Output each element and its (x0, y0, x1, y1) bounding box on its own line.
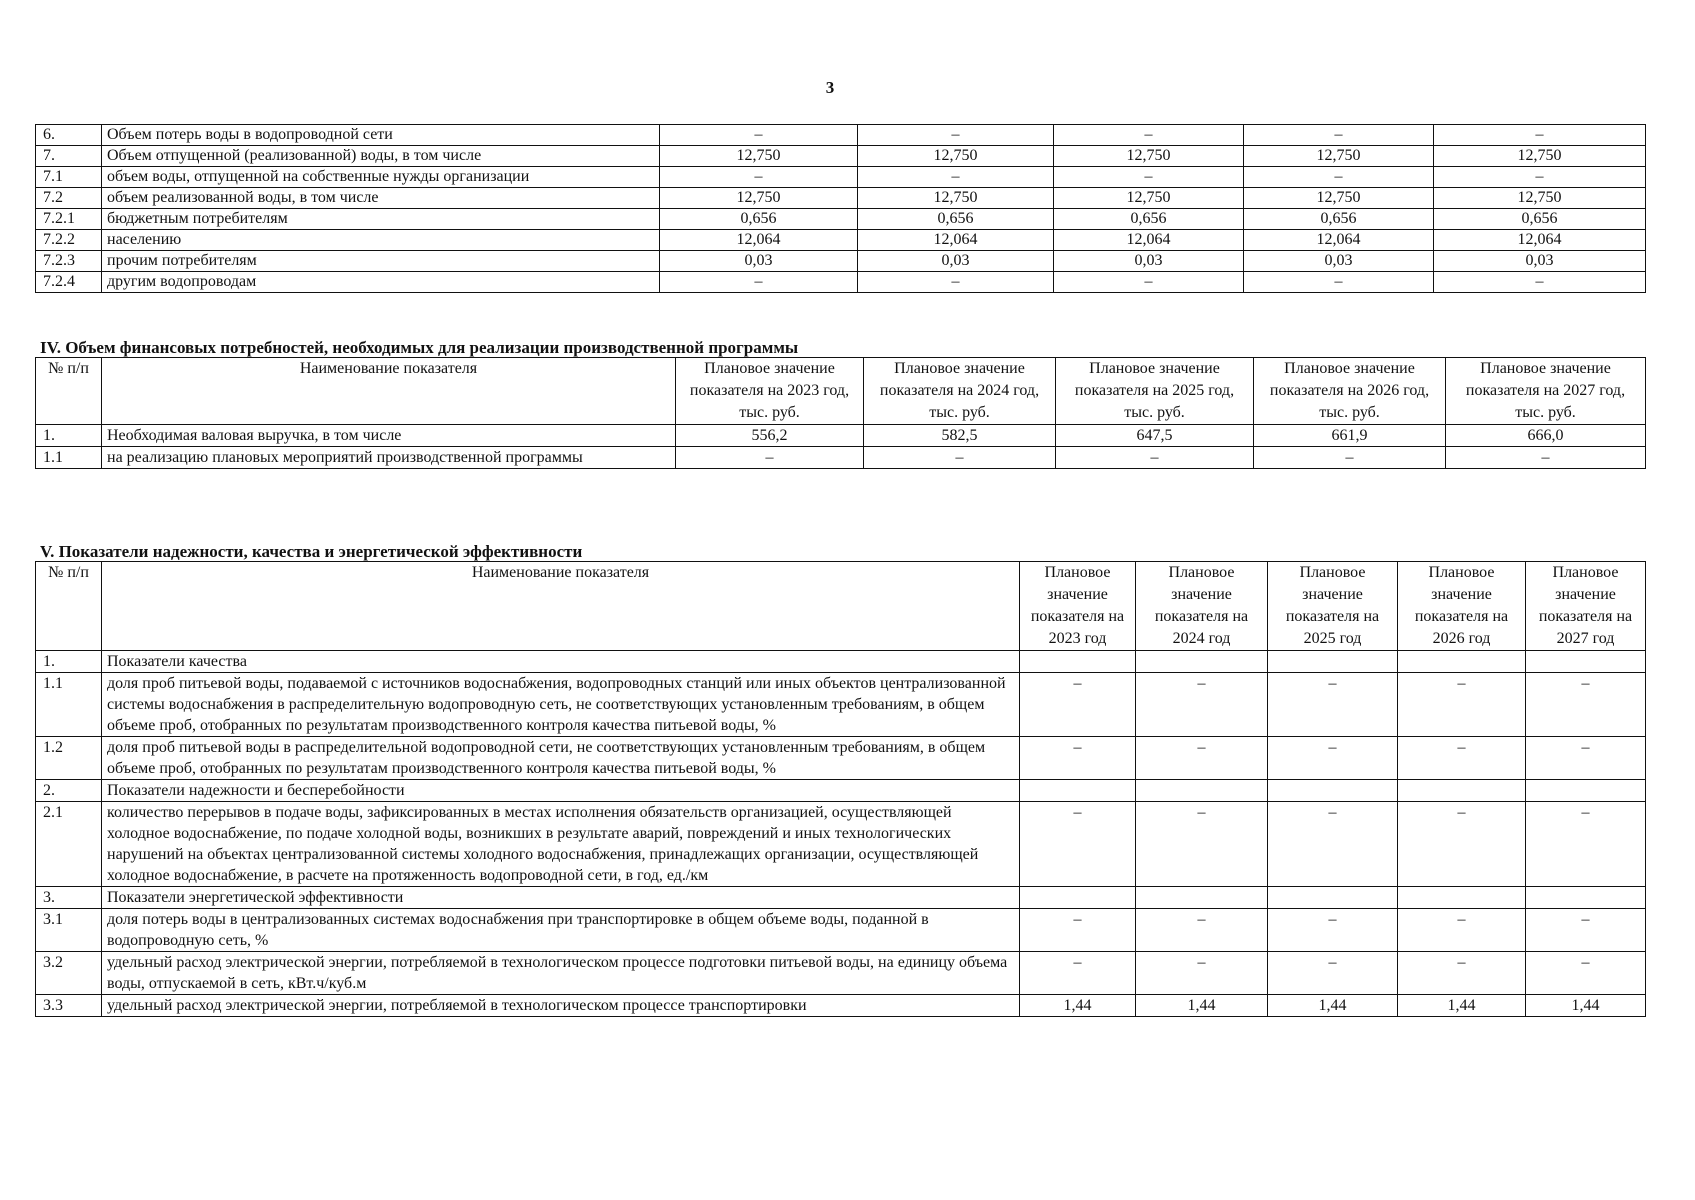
row-value: 12,064 (858, 230, 1054, 251)
row-value: – (1054, 167, 1244, 188)
row-value: – (864, 447, 1056, 469)
table-row (36, 995, 1646, 1017)
row-value: – (1020, 802, 1136, 887)
row-value: – (1254, 447, 1446, 469)
row-name: удельный расход электрической энергии, потребляемой в технологическом процессе транспортировки (102, 995, 1020, 1017)
row-name: Объем отпущенной (реализованной) воды, в том числе (102, 146, 660, 167)
table-header-row (36, 562, 1646, 651)
row-value: 12,750 (1434, 146, 1646, 167)
row-value: 0,03 (1434, 251, 1646, 272)
table-row (36, 651, 1646, 673)
row-value: – (1446, 447, 1646, 469)
row-value: – (660, 125, 858, 146)
row-name: Необходимая валовая выручка, в том числе (102, 425, 676, 447)
row-name: объем реализованной воды, в том числе (102, 188, 660, 209)
row-value: – (1136, 737, 1268, 780)
row-value: – (858, 272, 1054, 293)
header-year-2024: Плановое значение показателя на 2024 год, тыс. руб. (864, 358, 1056, 425)
row-number: 3.3 (36, 995, 102, 1017)
row-value: 647,5 (1056, 425, 1254, 447)
row-number: 7.2.2 (36, 230, 102, 251)
row-value: 0,656 (660, 209, 858, 230)
row-value: – (1526, 802, 1646, 887)
row-value: 0,656 (1434, 209, 1646, 230)
row-value: 0,03 (1054, 251, 1244, 272)
row-name: Объем потерь воды в водопроводной сети (102, 125, 660, 146)
row-value (1398, 887, 1526, 909)
row-value: – (858, 125, 1054, 146)
row-value (1398, 780, 1526, 802)
row-value: – (1136, 909, 1268, 952)
row-value: – (1398, 802, 1526, 887)
table-row (36, 209, 1646, 230)
row-value: – (1244, 167, 1434, 188)
row-value: – (1526, 737, 1646, 780)
row-value: – (1020, 952, 1136, 995)
row-value: 661,9 (1254, 425, 1446, 447)
row-number: 7. (36, 146, 102, 167)
row-value: – (1268, 673, 1398, 737)
row-value: 1,44 (1136, 995, 1268, 1017)
row-number: 6. (36, 125, 102, 146)
row-value: – (676, 447, 864, 469)
row-number: 1.1 (36, 447, 102, 469)
row-number: 7.1 (36, 167, 102, 188)
row-number: 3.2 (36, 952, 102, 995)
table-row (36, 188, 1646, 209)
row-value: 12,064 (1244, 230, 1434, 251)
row-name: бюджетным потребителям (102, 209, 660, 230)
table-row (36, 673, 1646, 737)
row-value: – (1136, 952, 1268, 995)
row-name: удельный расход электрической энергии, потребляемой в технологическом процессе подготовки питьевой воды, на единицу объема воды, отпускаемой в сеть, кВт.ч/куб.м (102, 952, 1020, 995)
table-row (36, 447, 1646, 469)
row-value: – (1268, 802, 1398, 887)
row-name: прочим потребителям (102, 251, 660, 272)
row-value (1268, 780, 1398, 802)
row-name: объем воды, отпущенной на собственные нужды организации (102, 167, 660, 188)
table-row (36, 251, 1646, 272)
row-value: 12,750 (660, 188, 858, 209)
table-row (36, 167, 1646, 188)
table-row (36, 230, 1646, 251)
reliability-table (35, 561, 1646, 1017)
row-value: 0,03 (858, 251, 1054, 272)
row-value (1526, 780, 1646, 802)
water-volume-table (35, 124, 1646, 293)
row-value: 12,750 (1434, 188, 1646, 209)
header-name: Наименование показателя (102, 358, 676, 425)
row-value (1268, 651, 1398, 673)
row-name: другим водопроводам (102, 272, 660, 293)
header-year-2024: Плановое значение показателя на 2024 год (1136, 562, 1268, 651)
row-number: 2.1 (36, 802, 102, 887)
table-row (36, 887, 1646, 909)
row-number: 7.2.3 (36, 251, 102, 272)
row-value (1136, 780, 1268, 802)
financial-needs-table (35, 357, 1646, 469)
row-name: доля проб питьевой воды в распределительной водопроводной сети, не соответствующих установленным требованиям, в общем объеме проб, отобранных по результатам производственного контроля качества питьевой воды, % (102, 737, 1020, 780)
row-value: 0,656 (1054, 209, 1244, 230)
row-value: – (1244, 125, 1434, 146)
header-year-2026: Плановое значение показателя на 2026 год, тыс. руб. (1254, 358, 1446, 425)
row-value: 582,5 (864, 425, 1056, 447)
row-value: – (1244, 272, 1434, 293)
row-name: доля проб питьевой воды, подаваемой с источников водоснабжения, водопроводных станций или иных объектов централизованной системы водоснабжения в распределительную водопроводную сеть, не соответствующих установленным требованиям, в общем объеме проб, отобранных по результатам производственного контроля качества питьевой воды, % (102, 673, 1020, 737)
row-value: – (660, 272, 858, 293)
header-num: № п/п (36, 562, 102, 651)
row-value (1136, 651, 1268, 673)
row-value: 12,750 (1054, 188, 1244, 209)
row-value: – (1136, 802, 1268, 887)
row-value: 0,656 (858, 209, 1054, 230)
table-row (36, 909, 1646, 952)
row-value: 1,44 (1398, 995, 1526, 1017)
header-year-2027: Плановое значение показателя на 2027 год, тыс. руб. (1446, 358, 1646, 425)
row-value: – (1268, 952, 1398, 995)
table-header-row (36, 358, 1646, 425)
row-name: Показатели энергетической эффективности (102, 887, 1020, 909)
row-value: 12,750 (858, 188, 1054, 209)
row-name: доля потерь воды в централизованных системах водоснабжения при транспортировке в общем объеме воды, поданной в водопроводную сеть, % (102, 909, 1020, 952)
row-value: – (858, 167, 1054, 188)
row-value: – (1056, 447, 1254, 469)
row-value: 12,750 (660, 146, 858, 167)
row-value: 12,064 (660, 230, 858, 251)
row-value: – (1398, 673, 1526, 737)
row-value: – (1136, 673, 1268, 737)
row-value (1020, 780, 1136, 802)
table-row (36, 952, 1646, 995)
header-year-2023: Плановое значение показателя на 2023 год, тыс. руб. (676, 358, 864, 425)
table-row (36, 802, 1646, 887)
row-number: 2. (36, 780, 102, 802)
row-name: Показатели качества (102, 651, 1020, 673)
row-value: 1,44 (1020, 995, 1136, 1017)
table-row (36, 146, 1646, 167)
row-value: 0,03 (1244, 251, 1434, 272)
row-value: – (1434, 167, 1646, 188)
table-row (36, 737, 1646, 780)
row-value: – (1054, 125, 1244, 146)
row-value: – (1054, 272, 1244, 293)
header-num: № п/п (36, 358, 102, 425)
row-value: 666,0 (1446, 425, 1646, 447)
header-name: Наименование показателя (102, 562, 1020, 651)
row-value (1526, 651, 1646, 673)
table-row (36, 780, 1646, 802)
table-row (36, 125, 1646, 146)
row-number: 1. (36, 425, 102, 447)
row-value (1020, 651, 1136, 673)
row-number: 7.2.4 (36, 272, 102, 293)
row-number: 1.1 (36, 673, 102, 737)
row-value: – (1434, 272, 1646, 293)
row-value: 12,064 (1434, 230, 1646, 251)
row-value: – (1020, 909, 1136, 952)
row-name: Показатели надежности и бесперебойности (102, 780, 1020, 802)
row-value: 0,656 (1244, 209, 1434, 230)
row-number: 7.2.1 (36, 209, 102, 230)
row-number: 3. (36, 887, 102, 909)
row-value: 12,064 (1054, 230, 1244, 251)
header-year-2023: Плановое значение показателя на 2023 год (1020, 562, 1136, 651)
row-value: 1,44 (1268, 995, 1398, 1017)
page-number: 3 (825, 78, 835, 97)
row-value: – (660, 167, 858, 188)
table-row (36, 272, 1646, 293)
row-value: 1,44 (1526, 995, 1646, 1017)
table-row (36, 425, 1646, 447)
row-number: 1.2 (36, 737, 102, 780)
header-year-2026: Плановое значение показателя на 2026 год (1398, 562, 1526, 651)
row-value (1398, 651, 1526, 673)
section-4-title: IV. Объем финансовых потребностей, необходимых для реализации производственной программы (40, 338, 799, 357)
row-value: – (1268, 737, 1398, 780)
row-value: – (1434, 125, 1646, 146)
row-value: 0,03 (660, 251, 858, 272)
row-value: – (1398, 909, 1526, 952)
header-year-2025: Плановое значение показателя на 2025 год (1268, 562, 1398, 651)
row-value: – (1526, 952, 1646, 995)
row-number: 7.2 (36, 188, 102, 209)
row-value (1268, 887, 1398, 909)
header-year-2027: Плановое значение показателя на 2027 год (1526, 562, 1646, 651)
row-value: – (1526, 909, 1646, 952)
row-value: 12,750 (1244, 146, 1434, 167)
row-value: 556,2 (676, 425, 864, 447)
row-value: – (1020, 673, 1136, 737)
row-value: – (1268, 909, 1398, 952)
row-value (1526, 887, 1646, 909)
row-name: населению (102, 230, 660, 251)
row-name: количество перерывов в подаче воды, зафиксированных в местах исполнения обязательств организацией, осуществляющей холодное водоснабжение, по подаче холодной воды, возникших в результате аварий, повреждений и иных технологических нарушений на объектах централизованной системы холодного водоснабжения, принадлежащих организации, осуществляющей холодное водоснабжение, в расчете на протяженность водопроводной сети, в год, ед./км (102, 802, 1020, 887)
row-value (1136, 887, 1268, 909)
row-number: 3.1 (36, 909, 102, 952)
row-value: 12,750 (858, 146, 1054, 167)
row-name: на реализацию плановых мероприятий производственной программы (102, 447, 676, 469)
row-value: – (1020, 737, 1136, 780)
header-year-2025: Плановое значение показателя на 2025 год, тыс. руб. (1056, 358, 1254, 425)
row-value: 12,750 (1244, 188, 1434, 209)
row-value: – (1398, 952, 1526, 995)
row-value (1020, 887, 1136, 909)
section-5-title: V. Показатели надежности, качества и энергетической эффективности (40, 542, 583, 561)
row-number: 1. (36, 651, 102, 673)
row-value: 12,750 (1054, 146, 1244, 167)
row-value: – (1398, 737, 1526, 780)
row-value: – (1526, 673, 1646, 737)
